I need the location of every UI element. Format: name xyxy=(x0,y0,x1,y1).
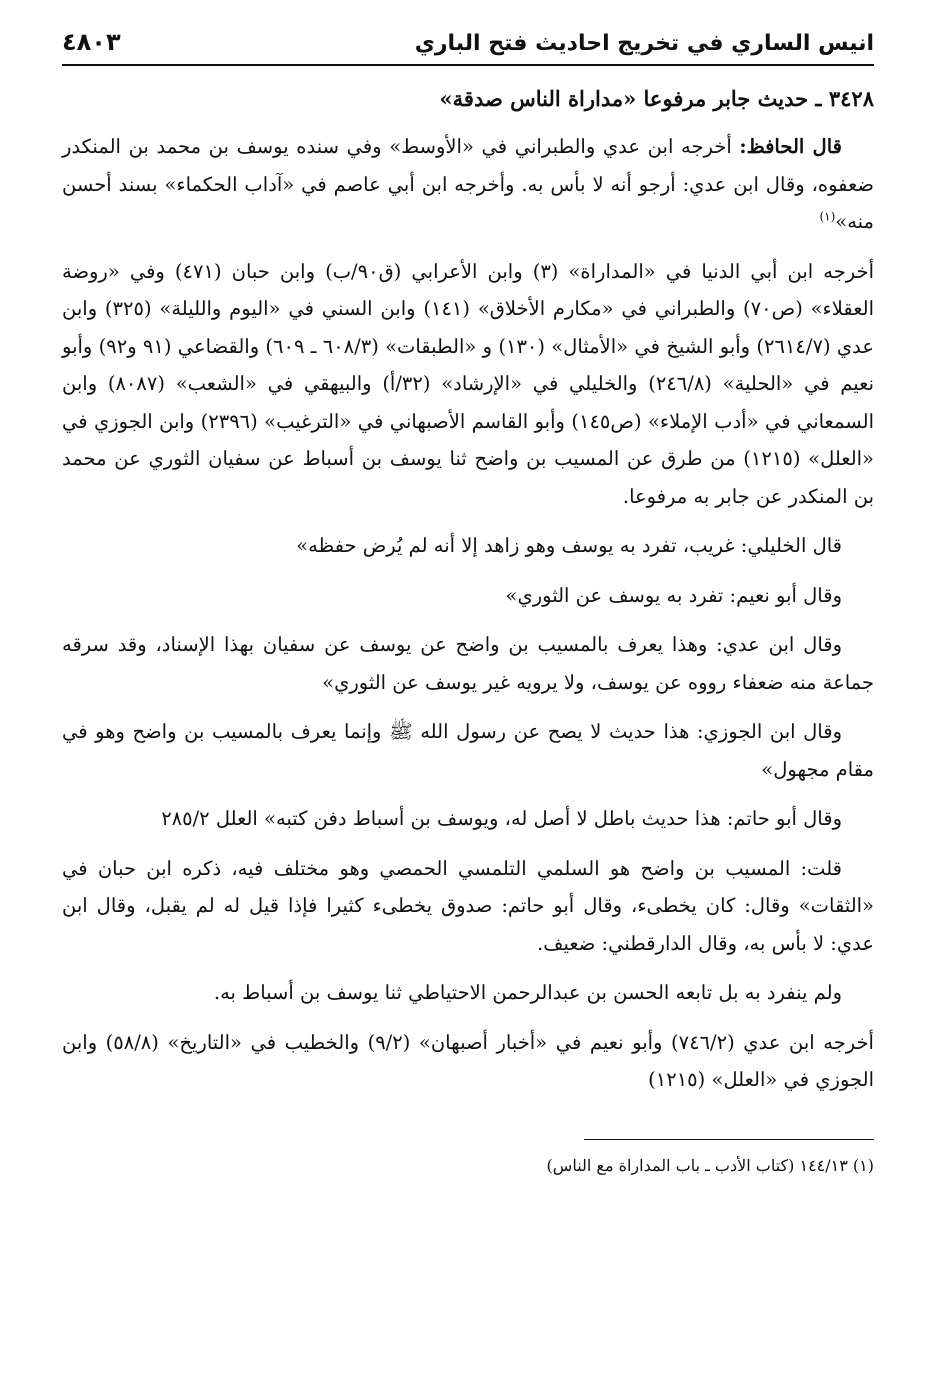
paragraph-lead: قال الحافظ: xyxy=(739,135,842,158)
paragraph-khalili: قال الخليلي: غريب، تفرد به يوسف وهو زاهد إلا أنه لم يُرض حفظه» xyxy=(296,534,842,557)
paragraph-abu-hatim: وقال أبو حاتم: هذا حديث باطل لا أصل له، ويوسف بن أسباط دفن كتبه» العلل ٢٨٥/٢ xyxy=(161,807,842,830)
paragraph-mutaba: ولم ينفرد به بل تابعه الحسن بن عبدالرحمن الاحتياطي ثنا يوسف بن أسباط به. xyxy=(213,981,842,1004)
paragraph-hafiz xyxy=(62,128,874,241)
paragraph-text: أخرجه ابن عدي والطبراني في «الأوسط» وفي سنده يوسف بن محمد بن المنكدر ضعفوه، وقال ابن عدي: أرجو أنه لا بأس به. وأخرجه ابن أبي عاصم في «آداب الحكماء» بسند أحسن منه» xyxy=(62,135,874,233)
footnote-divider xyxy=(584,1139,874,1140)
paragraph-abu-nuaym: وقال أبو نعيم: تفرد به يوسف عن الثوري» xyxy=(505,583,842,607)
footnote: (١) ١٤٤/١٣ (كتاب الأدب ـ باب المداراة مع الناس) xyxy=(546,1155,874,1175)
footnote-marker: (١) xyxy=(819,209,836,224)
page xyxy=(62,28,874,1178)
hadith-heading: ٣٤٢٨ ـ حديث جابر مرفوعا «مداراة الناس صدقة» xyxy=(439,86,874,111)
paragraph-takhrij: أخرجه ابن أبي الدنيا في «المداراة» (٣) وابن الأعرابي (ق٩٠/ب) وابن حبان (٤٧١) وفي «روضة العقلاء» (ص٧٠) والطبراني في «مكارم الأخلاق» (١٤١) وابن السني في «اليوم والليلة» (٣٢٥) وابن عدي (٢٦١٤/٧) وأبو الشيخ في «الأمثال» (١٣٠) و «الطبقات» (٦٠٨/٣ ـ ٦٠٩) والقضاعي (٩١ و٩٢) وأبو نعيم في «الحلية» (٢٤٦/٨) والخليلي في «الإرشاد» (٣٢/أ) والبيهقي في «الشعب» (٨٠٨٧) وابن السمعاني في «أدب الإملاء» (ص١٤٥) وأبو القاسم الأصبهاني في «الترغيب» (٢٣٩٦) وابن الجوزي في «العلل» (١٢١٥) من طرق عن المسيب بن واضح ثنا يوسف بن أسباط عن سفيان الثوري عن محمد بن المنكدر عن جابر به مرفوعا. xyxy=(62,259,875,508)
paragraph-qultu: قلت: المسيب بن واضح هو السلمي التلمسي الحمصي وهو مختلف فيه، ذكره ابن حبان في «الثقات» وقال: كان يخطىء، وقال أبو حاتم: صدوق يخطىء كثيرا فإذا قيل له لم يقبل، وقال ابن عدي: لا بأس به، وقال الدارقطني: ضعيف. xyxy=(62,856,874,955)
paragraph-takhrij-2: أخرجه ابن عدي (٧٤٦/٢) وأبو نعيم في «أخبار أصبهان» (٩/٢) والخطيب في «التاريخ» (٥٨/٨) وابن الجوزي في «العلل» (١٢١٥) xyxy=(62,1030,874,1091)
running-header xyxy=(62,28,874,66)
paragraph-ibn-jawzi: وقال ابن الجوزي: هذا حديث لا يصح عن رسول الله ﷺ وإنما يعرف بالمسيب بن واضح وهو في مقام مجهول» xyxy=(62,720,874,781)
paragraph-ibn-adi: وقال ابن عدي: وهذا يعرف بالمسيب بن واضح عن يوسف عن سفيان بهذا الإسناد، وقد سرقه جماعة منه ضعفاء رووه عن يوسف، ولا يرويه غير يوسف عن الثوري» xyxy=(62,633,874,694)
page-number: ٤٨٠٣ xyxy=(62,28,121,56)
book-title: انيس الساري في تخريج احاديث فتح الباري xyxy=(414,31,874,56)
